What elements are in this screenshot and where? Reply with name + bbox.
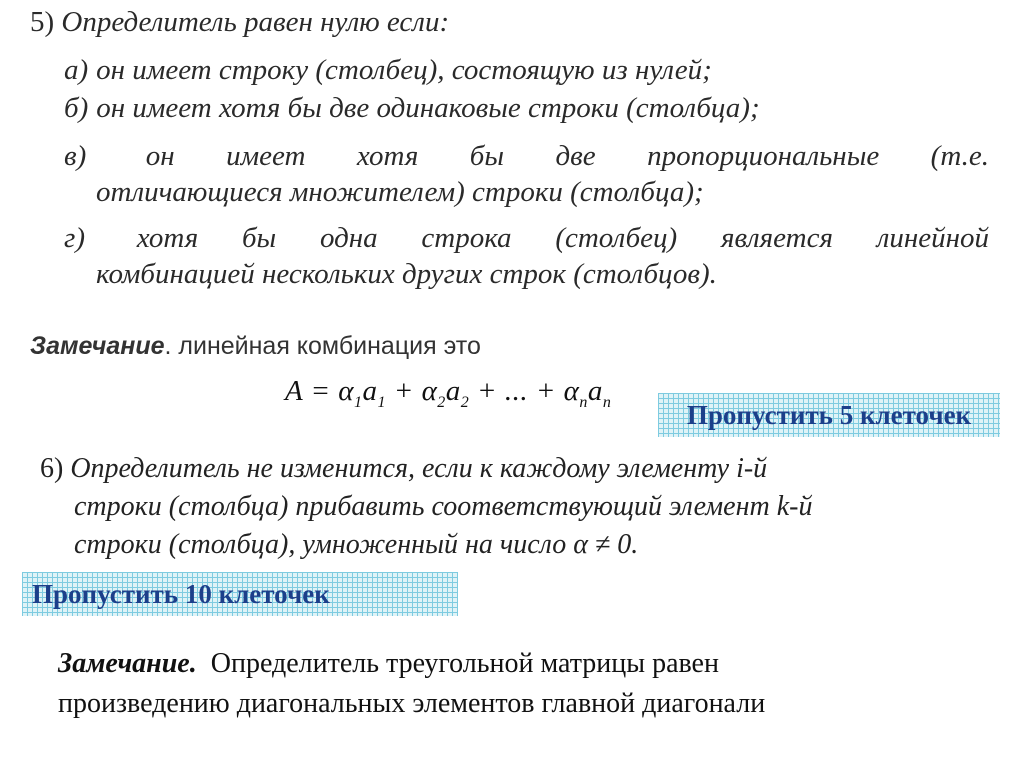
item-v-line-1: в) он имеет хотя бы две пропорциональные (т.е. <box>64 140 990 172</box>
item-a-letter: а) <box>64 54 89 86</box>
property-6-number: 6) <box>40 453 64 484</box>
item-g-line-2: комбинацией нескольких других строк (столбцов). <box>96 258 717 290</box>
remark-1-label: Замечание <box>30 332 165 360</box>
item-v-line-2: отличающиеся множителем) строки (столбца); <box>96 176 704 208</box>
linear-combination-formula <box>285 375 611 412</box>
item-a <box>64 52 844 88</box>
property-6 <box>40 450 990 564</box>
item-g-letter: г) <box>64 222 85 254</box>
remark-2-label: Замечание. <box>58 648 197 679</box>
property-5-title: Определитель равен нулю если: <box>61 6 450 38</box>
item-g-line-1: г) хотя бы одна строка (столбец) является линейной <box>64 222 990 254</box>
property-5-heading <box>30 6 449 39</box>
formula-lhs: A <box>285 375 303 407</box>
property-6-line-3: строки (столбца), умноженный на число α ≠ 0. <box>74 529 639 560</box>
item-b-text: он имеет хотя бы две одинаковые строки (столбца); <box>96 92 760 124</box>
remark-linear-combination <box>30 332 481 361</box>
remark-triangular-matrix <box>58 644 958 724</box>
item-b <box>64 90 894 126</box>
item-b-letter: б) <box>64 92 89 124</box>
remark-2-line-2: произведению диагональных элементов главной диагонали <box>58 688 766 719</box>
property-6-line-1: Определитель не изменится, если к каждому элементу i-й <box>70 453 768 484</box>
skip-10-cells-note: Пропустить 10 клеточек <box>22 572 458 616</box>
formula-rhs: = $\alpha_1a_1 + \alpha_2a_2$ + ... + $\alpha_na_n$ <box>310 375 612 411</box>
item-g <box>64 220 989 292</box>
item-v <box>64 138 989 210</box>
remark-1-text: . линейная комбинация это <box>164 332 481 360</box>
skip-5-cells-note: Пропустить 5 клеточек <box>658 393 1000 437</box>
item-v-letter: в) <box>64 140 87 172</box>
remark-2-line-1: Определитель треугольной матрицы равен <box>210 648 719 679</box>
property-6-line-2: строки (столбца) прибавить соответствующий элемент k-й <box>74 491 813 522</box>
property-5-number: 5) <box>30 6 55 38</box>
item-a-text: он имеет строку (столбец), состоящую из нулей; <box>96 54 712 86</box>
